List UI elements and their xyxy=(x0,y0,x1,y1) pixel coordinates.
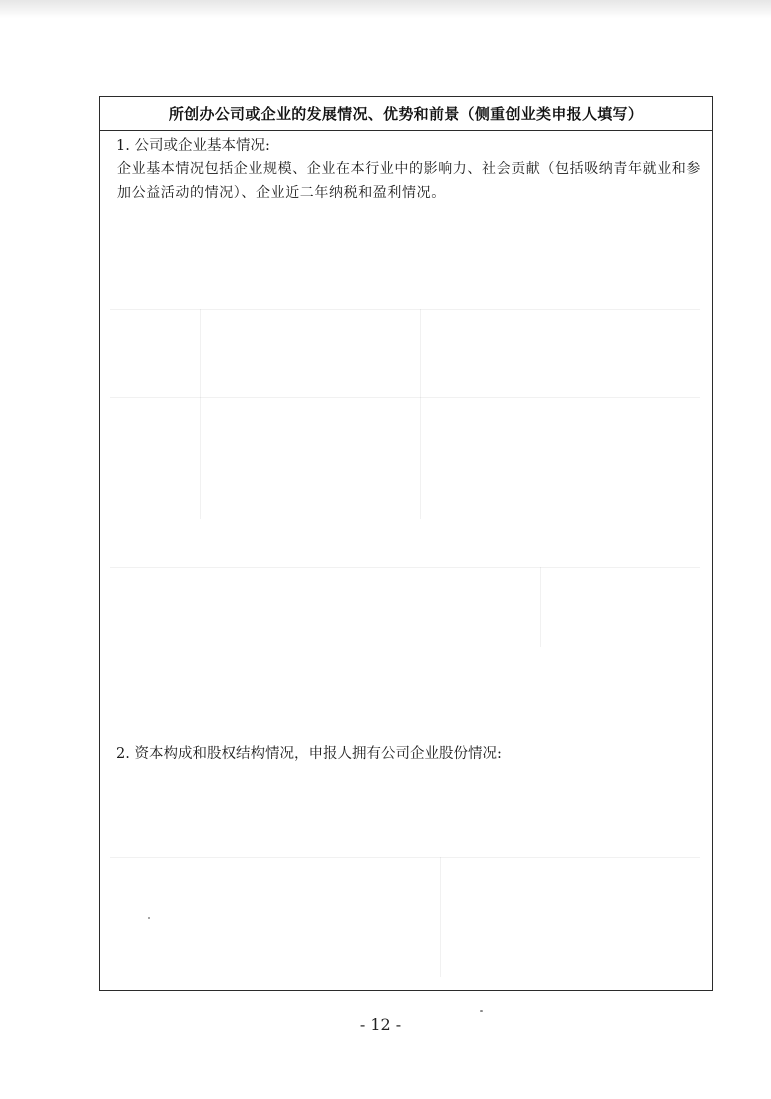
scan-edge-shadow xyxy=(0,0,771,18)
show-through-line xyxy=(420,309,421,519)
section1-heading: 1. 公司或企业基本情况: xyxy=(116,138,270,154)
section1-description: 企业基本情况包括企业规模、企业在本行业中的影响力、社会贡献（包括吸纳青年就业和参加公益活动的情况）、企业近二年纳税和盈利情况。 xyxy=(117,161,701,201)
development-form-table xyxy=(99,96,713,991)
form-header-row xyxy=(100,97,712,131)
page-number xyxy=(0,1015,771,1034)
page-number-text: - 12 - xyxy=(359,1015,402,1034)
show-through-line xyxy=(110,397,700,398)
show-through-line xyxy=(110,309,700,310)
scan-speck xyxy=(148,917,150,919)
show-through-line xyxy=(110,857,700,858)
form-header-title: 所创办公司或企业的发展情况、优势和前景（侧重创业类申报人填写） xyxy=(168,105,644,123)
show-through-line xyxy=(440,857,441,977)
section2-heading: 2. 资本构成和股权结构情况，申报人拥有公司企业股份情况: xyxy=(116,746,502,762)
scan-speck xyxy=(480,1010,483,1012)
show-through-line xyxy=(540,567,541,647)
show-through-line xyxy=(110,567,700,568)
show-through-line xyxy=(200,309,201,519)
